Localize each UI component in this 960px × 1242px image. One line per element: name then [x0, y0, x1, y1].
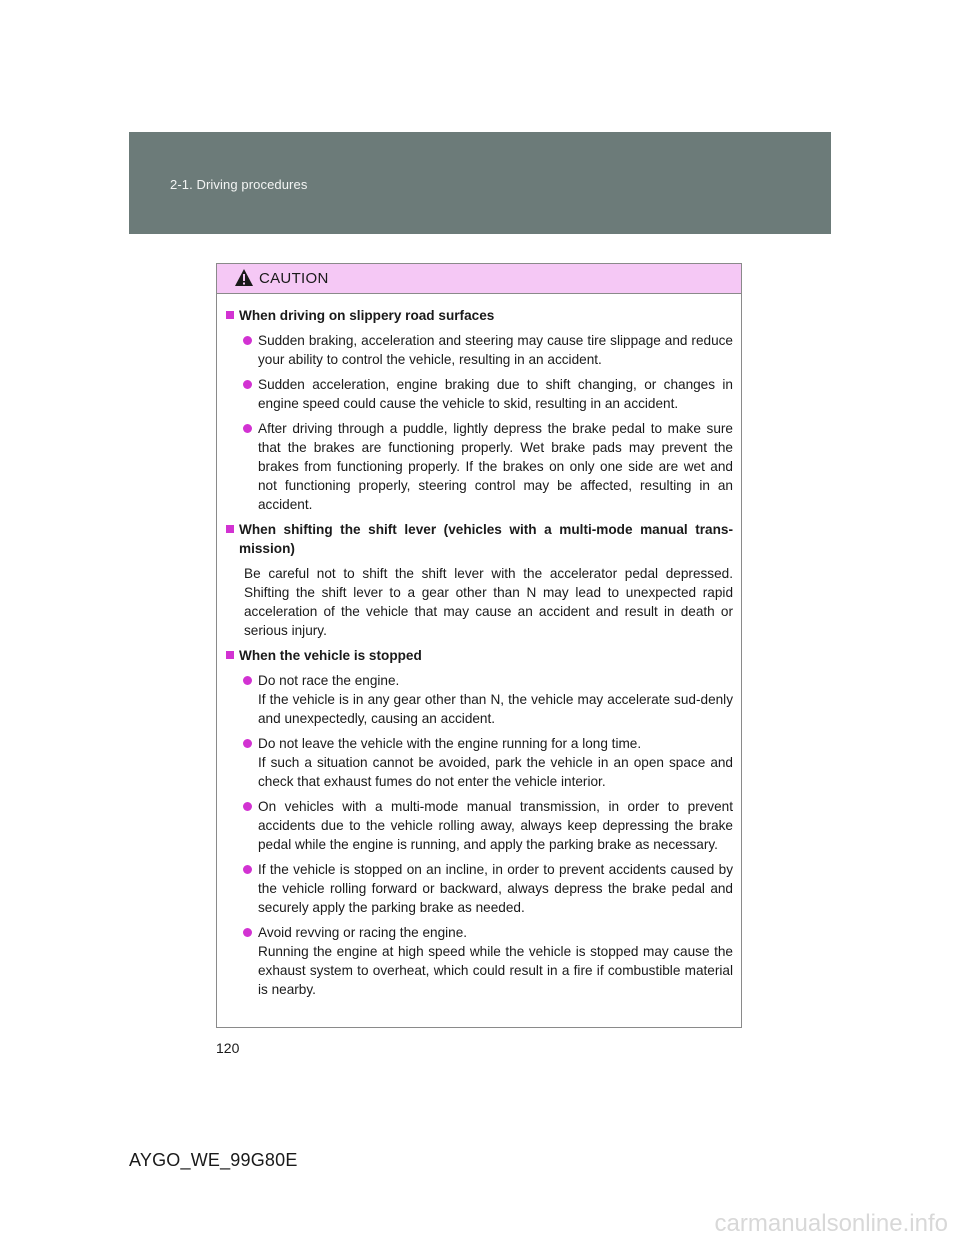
list-item: After driving through a puddle, lightly depress the brake pedal to make sure that the brakes are functioning properly. Wet brake pads may prevent the brakes from functioning properly. If the brakes on only one side are wet and not functioning properly, steering control may be affected, resulting in an accident.	[225, 419, 737, 514]
section-header-band	[129, 132, 831, 234]
list-item: Do not leave the vehicle with the engine running for a long time. If such a situation cannot be avoided, park the vehicle in an open space and check that exhaust fumes do not enter the vehicle interior.	[225, 734, 737, 791]
section-title: 2-1. Driving procedures	[170, 177, 308, 192]
square-bullet-icon	[226, 311, 234, 319]
list-item: Do not race the engine. If the vehicle is in any gear other than N, the vehicle may accelerate sud-denly and unexpectedly, causing an accident.	[225, 671, 737, 728]
document-code: AYGO_WE_99G80E	[129, 1150, 298, 1170]
warning-triangle-icon	[234, 268, 254, 287]
section-heading-shift-lever: When shifting the shift lever (vehicles with a multi-mode manual trans-mission)	[225, 520, 737, 558]
square-bullet-icon	[226, 525, 234, 533]
list-item: Sudden braking, acceleration and steering may cause tire slippage and reduce your ability to control the vehicle, resulting in an accident.	[225, 331, 737, 369]
dot-bullet-icon	[243, 380, 252, 389]
caution-title: CAUTION	[259, 270, 329, 287]
dot-bullet-icon	[243, 928, 252, 937]
shift-lever-paragraph: Be careful not to shift the shift lever with the accelerator pedal depressed. Shifting the shift lever to a gear other than N may lead to unexpected rapid acceleration of the vehicle that may cause an accident and result in death or serious injury.	[244, 566, 733, 638]
caution-body	[217, 294, 741, 999]
list-item: Avoid revving or racing the engine. Running the engine at high speed while the vehicle is stopped may cause the exhaust system to overheat, which could result in a fire if combustible material is nearby.	[225, 923, 737, 999]
watermark: carmanualsonline.info	[714, 1210, 948, 1237]
list-item: If the vehicle is stopped on an incline, in order to prevent accidents caused by the vehicle rolling forward or backward, always depress the brake pedal and securely apply the parking brake as needed.	[225, 860, 737, 917]
caution-box	[216, 263, 742, 1028]
section-heading-slippery-roads: When driving on slippery road surfaces	[225, 306, 737, 325]
dot-bullet-icon	[243, 865, 252, 874]
page-number: 120	[216, 1040, 240, 1056]
dot-bullet-icon	[243, 802, 252, 811]
caution-header	[217, 264, 741, 294]
dot-bullet-icon	[243, 739, 252, 748]
list-item: Sudden acceleration, engine braking due to shift changing, or changes in engine speed could cause the vehicle to skid, resulting in an accident.	[225, 375, 737, 413]
dot-bullet-icon	[243, 676, 252, 685]
dot-bullet-icon	[243, 424, 252, 433]
square-bullet-icon	[226, 651, 234, 659]
section-heading-vehicle-stopped: When the vehicle is stopped	[225, 646, 737, 665]
dot-bullet-icon	[243, 336, 252, 345]
list-item: On vehicles with a multi-mode manual transmission, in order to prevent accidents due to the vehicle rolling away, always keep depressing the brake pedal while the engine is running, and apply the parking brake as necessary.	[225, 797, 737, 854]
